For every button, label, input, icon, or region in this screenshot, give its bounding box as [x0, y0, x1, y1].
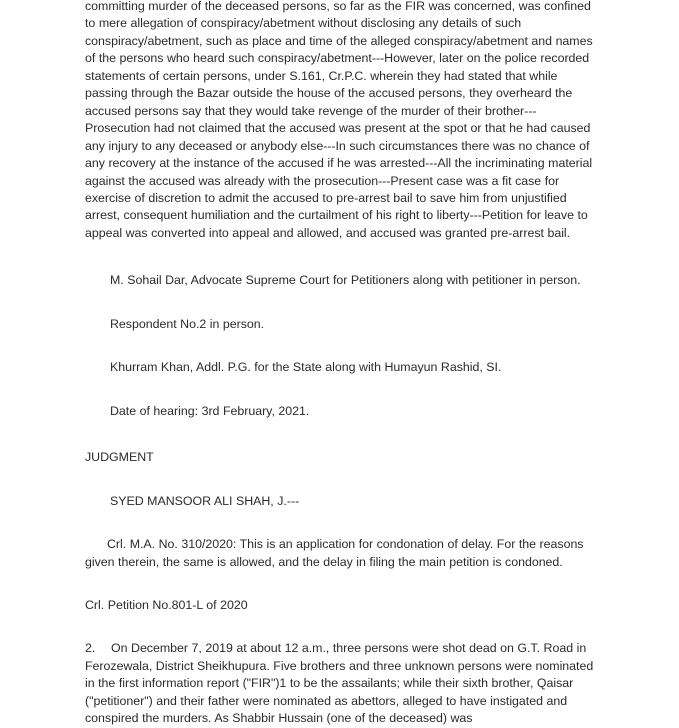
numbered-paragraph-2	[85, 640, 599, 727]
petition-caption: Crl. Petition No.801-L of 2020	[85, 597, 248, 612]
block-spacer	[85, 242, 599, 272]
document-text-column	[85, 0, 599, 728]
block-spacer	[85, 290, 599, 316]
block-spacer	[85, 510, 599, 536]
hearing-date-line: Date of hearing: 3rd February, 2021.	[110, 403, 310, 418]
appearance-line-state-counsel: Khurram Khan, Addl. P.G. for the State along with Humayun Rashid, SI.	[110, 360, 502, 375]
paragraph-number: 2.	[85, 641, 96, 656]
block-spacer	[85, 377, 599, 403]
judge-name-line: SYED MANSOOR ALI SHAH, J.---	[110, 493, 300, 508]
block-spacer	[85, 420, 599, 449]
paragraph-body: On December 7, 2019 at about 12 a.m., three persons were shot dead on G.T. Road in Ferozewala, District Sheikhupura. Five brothers and three unknown persons were nominated in the first information report ("FIR")1 to be the assailants; while their sixth brother, Qaisar ("petitioner") and their father were nominated as abettors, alleged to have instigated and conspired the murders. As Shabbir Hussain (one of the deceased) was	[85, 641, 594, 726]
appearance-line-respondent: Respondent No.2 in person.	[110, 316, 265, 331]
block-spacer	[85, 333, 599, 359]
appearance-line-petitioner-counsel: M. Sohail Dar, Advocate Supreme Court for Petitioners along with petitioner in person.	[110, 273, 581, 288]
criminal-misc-application-paragraph: Crl. M.A. No. 310/2020: This is an application for condonation of delay. For the reasons given therein, the same is allowed, and the delay in filing the main petition is condoned.	[85, 537, 584, 569]
block-spacer	[85, 467, 599, 493]
block-spacer	[85, 614, 599, 640]
block-spacer	[85, 571, 599, 597]
judgment-heading: JUDGMENT	[85, 450, 154, 465]
headnote-paragraph: committing murder of the deceased persons, so far as the FIR was concerned, was confined to mere allegation of conspiracy/abetment without disclosing any details of such conspiracy/abetment, such as place and time of the alleged conspiracy/abetment and names of the persons who heard such conspiracy/abetment---However, later on the police recorded statements of certain persons, under S.161, Cr.P.C. wherein they had stated that while passing through the Bazar outside the house of the accused persons, they overheard the accused persons say that they would take revenge of the murder of their brother---Prosecution had not claimed that the accused was present at the spot or that he had caused any injury to any deceased or anybody else---In such circumstances there was no chance of any recovery at the instance of the accused if he was arrested---All the incriminating material against the accused was already with the prosecution---Present case was a fit case for exercise of discretion to admit the accused to pre-arrest bail to save him from unjustified arrest, consequent humiliation and the curtailment of his right to liberty---Petition for leave to appeal was converted into appeal and allowed, and accused was granted pre-arrest bail.	[85, 0, 593, 240]
